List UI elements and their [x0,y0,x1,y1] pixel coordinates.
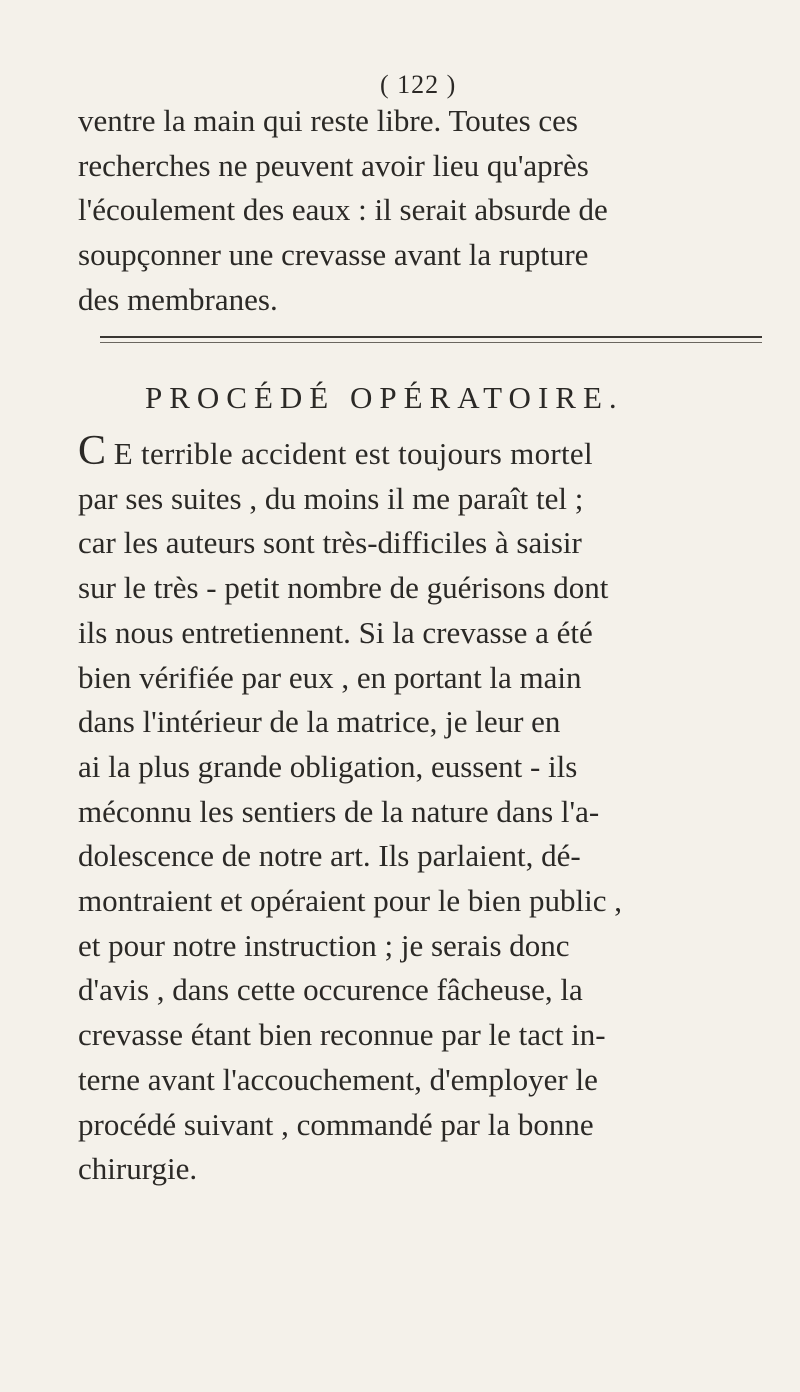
section-paragraph [78,428,778,1192]
text-line: ai la plus grande obligation, eussent - ils [78,748,578,784]
text-line: ventre la main qui reste libre. Toutes ces [78,103,578,138]
first-line [78,428,778,477]
text-line: des membranes. [78,281,278,317]
text-line: ils nous entretiennent. Si la crevasse a été [78,614,593,650]
section-divider [100,336,762,343]
page-number: ( 122 ) [380,70,457,99]
text-line: sur le très - petit nombre de guérisons dont [78,570,609,606]
drop-cap: C [78,428,107,474]
text-line: méconnu les sentiers de la nature dans l'a- [78,793,600,829]
section-heading: PROCÉDÉ OPÉRATOIRE. [145,380,624,415]
divider-rule-thick [100,336,762,338]
text-line: par ses suites , du moins il me paraît tel ; [78,480,584,516]
text-line: l'écoulement des eaux : il serait absurde de [78,192,608,228]
text-line: dolescence de notre art. Ils parlaient, dé- [78,838,581,874]
text-line: crevasse étant bien reconnue par le tact in- [78,1017,606,1053]
text-line: d'avis , dans cette occurence fâcheuse, la [78,972,583,1008]
text-line: montraient et opéraient pour le bien public , [78,883,623,919]
text-line: car les auteurs sont très-difficiles à saisir [78,525,582,561]
text-line: chirurgie. [78,1151,198,1187]
text-line: procédé suivant , commandé par la bonne [78,1106,594,1142]
continuation-paragraph [78,99,778,323]
text-line: soupçonner une crevasse avant la rupture [78,237,589,273]
text-line: dans l'intérieur de la matrice, je leur en [78,704,561,740]
divider-rule-thin [100,342,762,343]
text-line: terne avant l'accouchement, d'employer le [78,1061,598,1097]
text-line: bien vérifiée par eux , en portant la main [78,659,582,695]
first-line-text: E terrible accident est toujours mortel [113,436,593,471]
text-line: et pour notre instruction ; je serais donc [78,927,570,963]
text-line: recherches ne peuvent avoir lieu qu'après [78,147,589,183]
